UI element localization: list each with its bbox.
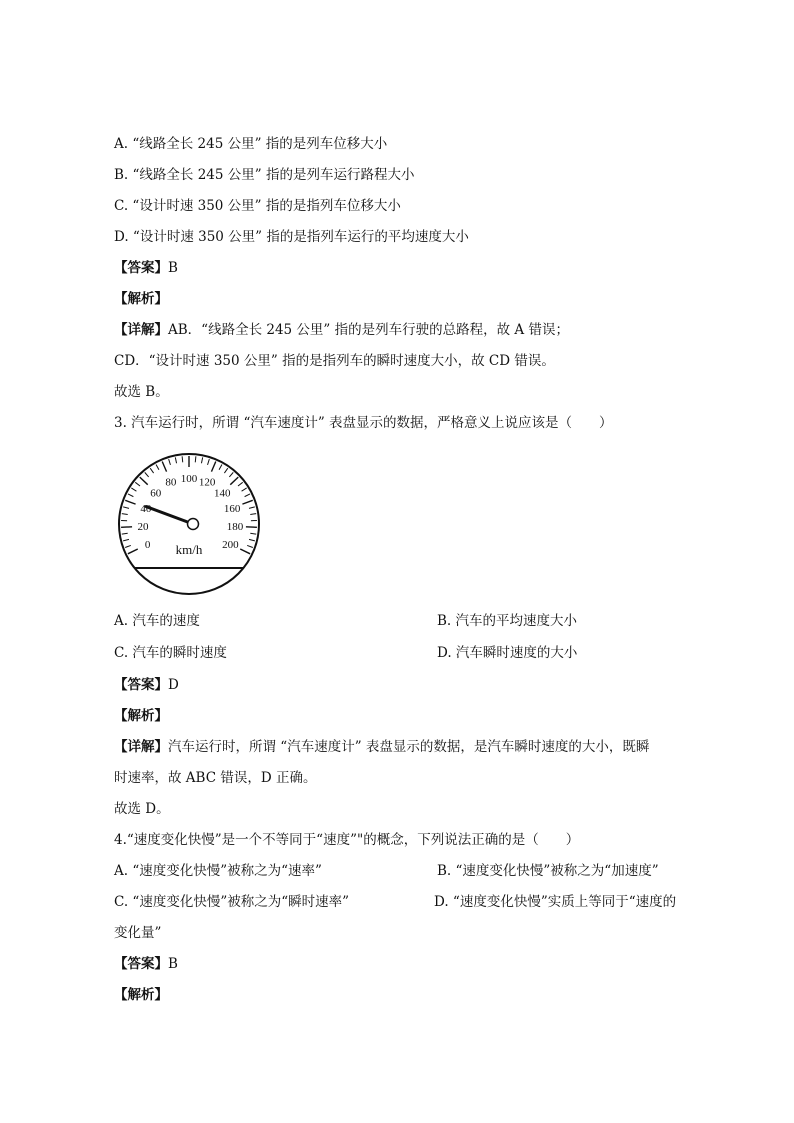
q3-analysis-tag: 【解析】 <box>114 708 168 724</box>
q3-detail-2: 时速率，故 ABC 错误，D 正确。 <box>114 770 317 786</box>
detail-text: AB．“线路全长 245 公里” 指的是列车行驶的总路程，故 A 错误； <box>168 322 569 338</box>
dial-tick-label: 80 <box>165 476 177 489</box>
q3-option-b: B. 汽车的平均速度大小 <box>437 613 578 629</box>
answer-tag: 【答案】 <box>114 260 168 276</box>
dial-major-tick <box>240 549 250 554</box>
q2-answer-line <box>114 259 178 277</box>
dial-tick-label: 20 <box>137 521 149 534</box>
dial-minor-tick <box>128 494 133 497</box>
q2-detail-1 <box>114 321 569 339</box>
q4-option-d-cont: 变化量” <box>114 925 162 941</box>
dial-unit-label: km/h <box>175 542 203 557</box>
q4-option-c: C. “速度变化快慢”被称之为“瞬时速率” <box>114 894 350 910</box>
q4-answer-line <box>114 955 178 973</box>
dial-tick-label: 140 <box>214 487 231 500</box>
dial-minor-tick <box>131 488 136 491</box>
dial-minor-tick <box>247 545 253 547</box>
dial-minor-tick <box>125 545 131 547</box>
dial-needle-hub <box>188 519 199 530</box>
dial-minor-tick <box>123 539 129 540</box>
answer-tag: 【答案】 <box>114 956 168 972</box>
answer-tag: 【答案】 <box>114 677 168 693</box>
q2-conclusion: 故选 B。 <box>114 384 169 400</box>
answer-value: D <box>168 677 179 693</box>
dial-minor-tick <box>123 507 129 509</box>
detail-tag: 【详解】 <box>114 322 168 338</box>
q3-option-a: A. 汽车的速度 <box>114 613 200 629</box>
dial-minor-tick <box>169 459 171 465</box>
speedometer-dial <box>119 454 259 594</box>
dial-major-tick <box>125 500 135 504</box>
speedometer-figure <box>116 452 262 596</box>
dial-minor-tick <box>238 482 243 486</box>
q2-option-b: B. “线路全长 245 公里” 指的是列车运行路程大小 <box>114 167 415 183</box>
q2-detail-2: CD．“设计时速 350 公里” 指的是指列车的瞬时速度大小，故 CD 错误。 <box>114 353 555 369</box>
dial-minor-tick <box>182 456 183 462</box>
dial-major-tick <box>128 549 138 554</box>
dial-minor-tick <box>208 459 210 465</box>
q4-option-d: D. “速度变化快慢”实质上等同于“速度的 <box>434 894 677 910</box>
dial-minor-tick <box>250 533 256 534</box>
dial-tick-label: 160 <box>223 502 241 515</box>
q4-analysis-tag: 【解析】 <box>114 987 168 1003</box>
dial-major-tick <box>242 500 252 504</box>
dial-minor-tick <box>195 456 196 462</box>
dial-needle <box>146 507 193 524</box>
dial-minor-tick <box>135 482 140 486</box>
dial-minor-tick <box>224 468 227 473</box>
dial-minor-tick <box>175 457 176 463</box>
detail-text: 汽车运行时，所谓 “汽车速度计” 表盘显示的数据，是汽车瞬时速度的大小，既瞬 <box>168 739 650 755</box>
dial-tick-label: 180 <box>226 521 244 534</box>
dial-minor-tick <box>122 514 128 515</box>
dial-tick-label: 60 <box>150 487 162 500</box>
q4-option-b: B. “速度变化快慢”被称之为“加速度” <box>437 863 659 879</box>
dial-minor-tick <box>245 494 250 497</box>
q3-stem: 3. 汽车运行时，所谓 “汽车速度计” 表盘显示的数据，严格意义上说应该是（ ） <box>114 415 613 431</box>
dial-minor-tick <box>145 472 149 477</box>
q3-detail-1 <box>114 738 649 756</box>
q4-stem: 4.“速度变化快慢”是一个不等同于“速度”"的概念，下列说法正确的是（ ） <box>114 832 580 848</box>
dial-minor-tick <box>249 507 255 509</box>
q2-option-c: C. “设计时速 350 公里” 指的是指列车位移大小 <box>114 198 401 214</box>
dial-major-tick <box>246 527 257 528</box>
dial-minor-tick <box>156 465 159 470</box>
dial-tick-label: 200 <box>222 539 239 552</box>
detail-tag: 【详解】 <box>114 739 168 755</box>
dial-minor-tick <box>122 533 128 534</box>
q3-option-d: D. 汽车瞬时速度的大小 <box>437 645 578 661</box>
dial-major-tick <box>230 477 238 485</box>
dial-minor-tick <box>219 465 222 470</box>
q2-analysis-tag: 【解析】 <box>114 291 168 307</box>
dial-major-tick <box>211 461 215 471</box>
dial-tick-label: 0 <box>144 539 151 552</box>
q4-option-a: A. “速度变化快慢”被称之为“速率” <box>114 863 322 879</box>
dial-major-tick <box>140 477 148 485</box>
q3-conclusion: 故选 D。 <box>114 801 170 817</box>
dial-minor-tick <box>242 488 247 491</box>
dial-minor-tick <box>249 539 255 540</box>
dial-tick-label: 100 <box>180 473 198 485</box>
dial-major-tick <box>162 461 166 471</box>
answer-value: B <box>168 956 178 972</box>
q2-option-d: D. “设计时速 350 公里” 指的是指列车运行的平均速度大小 <box>114 229 469 245</box>
q3-answer-line <box>114 676 179 694</box>
dial-minor-tick <box>229 472 233 477</box>
q3-option-c: C. 汽车的瞬时速度 <box>114 645 227 661</box>
dial-minor-tick <box>201 457 202 463</box>
dial-minor-tick <box>150 468 153 473</box>
q2-option-a: A. “线路全长 245 公里” 指的是列车位移大小 <box>114 136 388 152</box>
dial-minor-tick <box>250 514 256 515</box>
answer-value: B <box>168 260 178 276</box>
dial-tick-label: 40 <box>140 502 152 515</box>
dial-major-tick <box>121 527 132 528</box>
dial-tick-label: 120 <box>198 476 216 489</box>
